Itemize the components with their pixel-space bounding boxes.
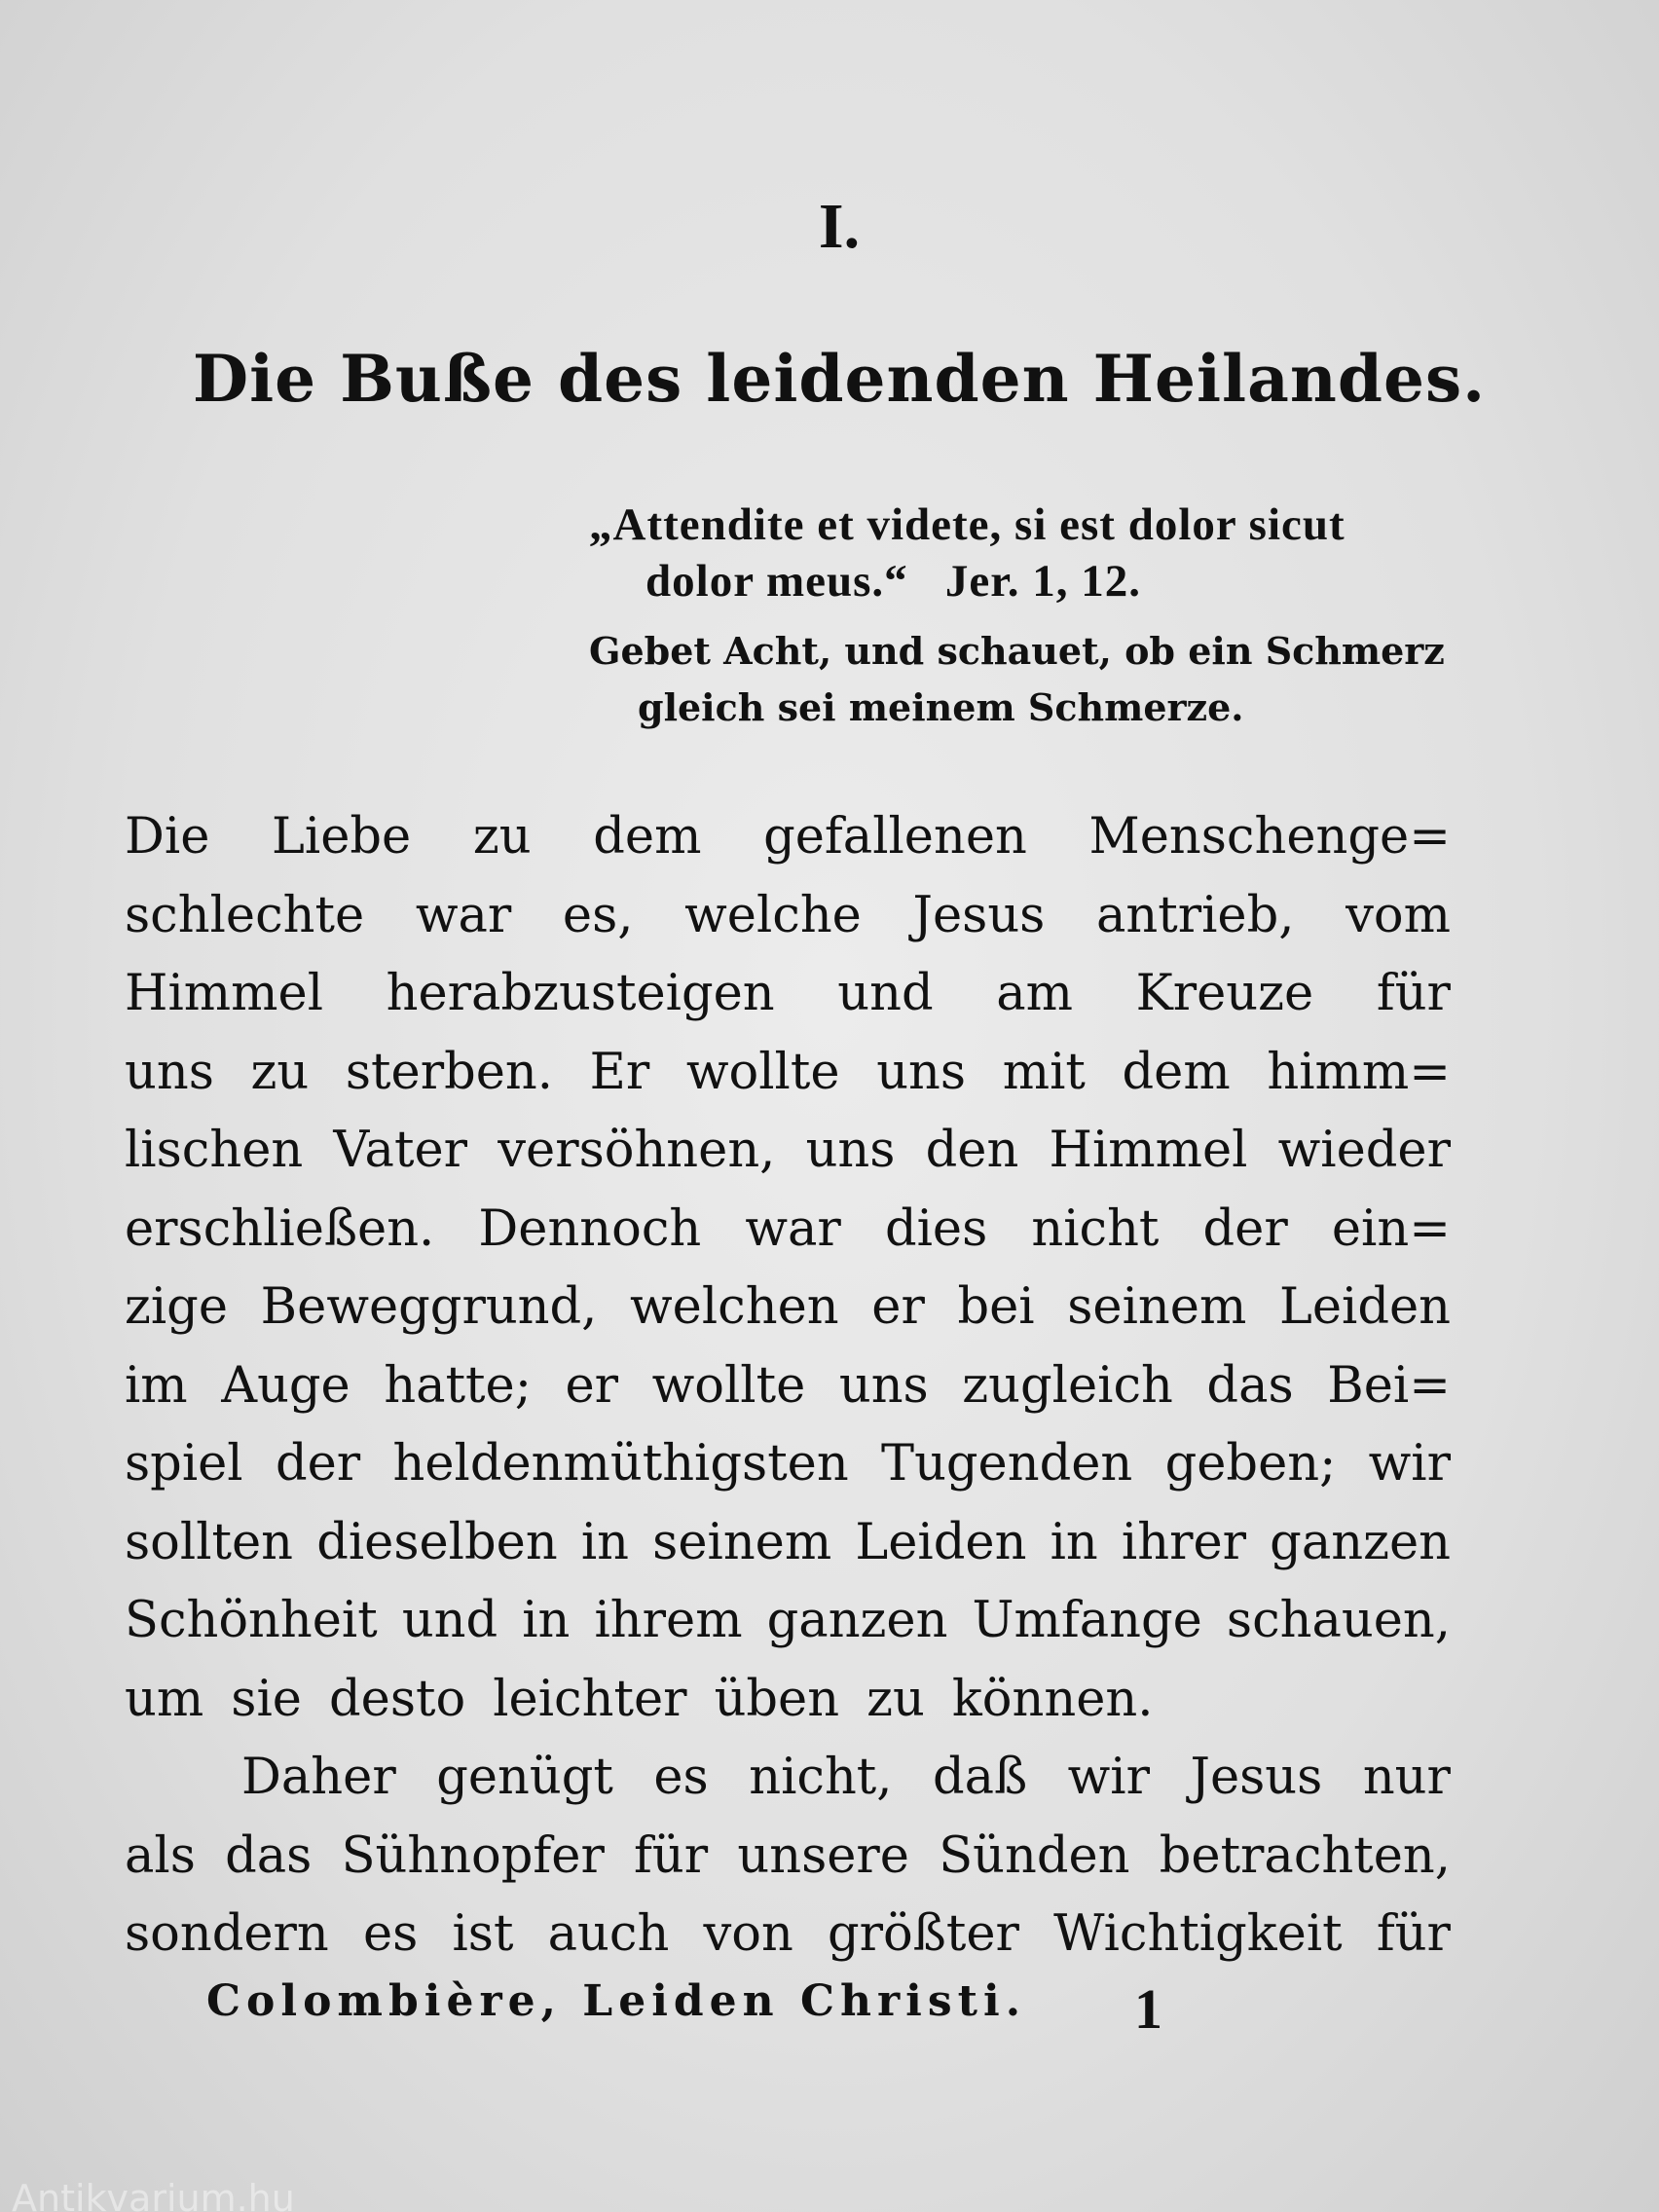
body-word: heldenmüthigsten: [392, 1435, 849, 1493]
epigraph-german-line: gleich sei meinem Schmerze.: [638, 685, 1244, 729]
body-word: war: [745, 1199, 841, 1258]
body-word: wieder: [1277, 1122, 1451, 1179]
body-word: sollten: [125, 1513, 294, 1571]
body-word: Bei=: [1327, 1356, 1451, 1415]
body-word: zu: [250, 1043, 310, 1101]
body-word: es: [653, 1749, 709, 1806]
epigraph-german: [589, 623, 1456, 736]
body-line: [125, 1347, 1451, 1426]
body-word: seinem: [652, 1513, 832, 1571]
body-word: dem: [593, 808, 702, 866]
body-text: [125, 798, 1451, 1974]
body-word: dem: [1122, 1043, 1231, 1101]
body-word: himm=: [1267, 1043, 1451, 1101]
body-word: lischen: [125, 1122, 304, 1179]
body-line: [125, 1504, 1451, 1583]
body-word: wir: [1067, 1749, 1150, 1806]
body-word: Schönheit: [125, 1592, 378, 1649]
body-word: üben: [714, 1670, 840, 1728]
body-word: Himmel: [125, 965, 323, 1022]
body-word: spiel: [125, 1435, 243, 1493]
body-word: unsere: [737, 1826, 909, 1885]
body-word: wollte: [685, 1043, 840, 1101]
body-word: antrieb,: [1095, 886, 1295, 944]
body-line: [125, 1896, 1451, 1974]
body-word: größter: [828, 1905, 1019, 1963]
body-word: war: [415, 886, 512, 944]
body-word: der: [275, 1435, 361, 1493]
body-word: daß: [933, 1749, 1028, 1806]
body-word: am: [996, 965, 1074, 1022]
body-word: im: [125, 1356, 188, 1415]
body-line: [125, 955, 1451, 1034]
body-word: und: [837, 965, 934, 1022]
body-word: Jesus: [1190, 1749, 1323, 1806]
epigraph-latin-line: dolor meus.“ Jer. 1, 12.: [645, 556, 1142, 607]
body-word: das: [1206, 1356, 1294, 1415]
footer-signature: [206, 1976, 1180, 2026]
body-word: er: [871, 1278, 925, 1336]
body-word: Auge: [221, 1356, 350, 1415]
body-word: zu: [472, 808, 532, 866]
chapter-title: Die Buße des leidenden Heilandes.: [192, 341, 1487, 417]
body-line: [125, 1112, 1451, 1191]
body-word: ein=: [1331, 1199, 1451, 1258]
body-word: von: [703, 1905, 793, 1963]
body-line: [125, 1818, 1451, 1897]
epigraph-german-line: Gebet Acht, und schauet, ob ein Schmerz: [589, 629, 1445, 673]
body-word: schauen,: [1226, 1592, 1451, 1649]
body-word: der: [1202, 1199, 1288, 1258]
body-word: schlechte: [125, 886, 365, 944]
body-word: mit: [1002, 1043, 1086, 1101]
body-word: für: [1376, 965, 1451, 1022]
body-word: Sünden: [939, 1826, 1130, 1885]
body-word: herabzusteigen: [386, 965, 775, 1022]
body-line: [125, 1739, 1451, 1818]
body-word: Er: [589, 1043, 650, 1101]
body-word: das: [225, 1826, 313, 1885]
body-line: [125, 1269, 1451, 1347]
body-word: dies: [884, 1199, 988, 1258]
body-word: es,: [562, 886, 634, 944]
signature-text: Colombière, Leiden Christi.: [206, 1976, 1027, 2026]
body-word: Beweggrund,: [260, 1278, 598, 1336]
epigraph-latin-line: „Attendite et videte, si est dolor sicut: [589, 499, 1346, 550]
body-word: in: [522, 1592, 571, 1649]
body-word: vom: [1346, 886, 1451, 944]
body-word: Vater: [333, 1122, 468, 1179]
body-line: [125, 1034, 1451, 1113]
body-word: in: [580, 1513, 629, 1571]
watermark: Antikvarium.hu: [12, 2177, 295, 2212]
body-word: Umfange: [972, 1592, 1202, 1649]
body-line: [125, 1191, 1451, 1270]
body-word: zugleich: [962, 1356, 1173, 1415]
body-line: [125, 798, 1451, 877]
body-word: Liebe: [272, 808, 412, 866]
body-word: uns: [805, 1122, 896, 1179]
body-word: als: [125, 1826, 196, 1885]
body-word: Daher: [241, 1749, 396, 1806]
body-word: nur: [1362, 1749, 1451, 1806]
body-word: zu: [866, 1670, 925, 1728]
body-word: hatte;: [384, 1356, 532, 1415]
body-word: genügt: [436, 1749, 613, 1806]
body-word: Wichtigkeit: [1053, 1905, 1343, 1963]
body-word: um: [125, 1670, 204, 1728]
body-word: welche: [684, 886, 862, 944]
body-word: geben;: [1164, 1435, 1337, 1493]
body-word: wollte: [651, 1356, 806, 1415]
body-word: welchen: [630, 1278, 839, 1336]
body-word: uns: [876, 1043, 967, 1101]
body-word: ihrer: [1121, 1513, 1247, 1571]
body-word: seinem: [1067, 1278, 1247, 1336]
body-word: ist: [452, 1905, 514, 1963]
body-word: desto: [328, 1670, 466, 1728]
body-word: Die: [125, 808, 210, 866]
body-word: Menschenge=: [1088, 808, 1451, 866]
chapter-number: I.: [818, 191, 861, 262]
body-line: [125, 877, 1451, 956]
body-word: er: [565, 1356, 619, 1415]
body-word: auch: [547, 1905, 670, 1963]
body-word: zige: [125, 1278, 229, 1336]
body-word: Kreuze: [1135, 965, 1314, 1022]
body-word: können.: [951, 1670, 1154, 1728]
body-word: den: [925, 1122, 1019, 1179]
body-word: ganzen: [1270, 1513, 1451, 1571]
body-word: sondern: [125, 1905, 329, 1963]
body-word: und: [401, 1592, 498, 1649]
body-word: uns: [838, 1356, 929, 1415]
body-word: Himmel: [1049, 1122, 1248, 1179]
body-word: versöhnen,: [498, 1122, 776, 1179]
body-word: gefallenen: [763, 808, 1027, 866]
body-word: nicht: [1031, 1199, 1160, 1258]
body-word: sie: [231, 1670, 302, 1728]
body-word: ihrem: [594, 1592, 743, 1649]
body-line: [125, 1582, 1451, 1661]
body-word: es: [362, 1905, 419, 1963]
body-word: in: [1050, 1513, 1098, 1571]
epigraph-latin: [589, 497, 1456, 609]
body-word: für: [634, 1826, 709, 1885]
body-word: sterben.: [345, 1043, 553, 1101]
body-word: uns: [125, 1043, 214, 1101]
page-number: 1: [1134, 1977, 1162, 2041]
body-word: Leiden: [855, 1513, 1027, 1571]
body-line: [125, 1661, 1451, 1740]
body-word: Leiden: [1278, 1278, 1451, 1336]
body-word: nicht,: [749, 1749, 893, 1806]
body-word: betrachten,: [1159, 1826, 1451, 1885]
body-word: Sühnopfer: [341, 1826, 605, 1885]
body-word: Dennoch: [478, 1199, 702, 1258]
body-word: leichter: [493, 1670, 687, 1728]
body-word: Tugenden: [881, 1435, 1133, 1493]
body-word: ganzen: [766, 1592, 948, 1649]
body-word: für: [1376, 1905, 1451, 1963]
body-word: bei: [957, 1278, 1035, 1336]
body-word: erschließen.: [125, 1199, 435, 1258]
body-line: [125, 1425, 1451, 1504]
body-word: wir: [1368, 1435, 1451, 1493]
body-word: dieselben: [316, 1513, 558, 1571]
body-word: Jesus: [912, 886, 1046, 944]
